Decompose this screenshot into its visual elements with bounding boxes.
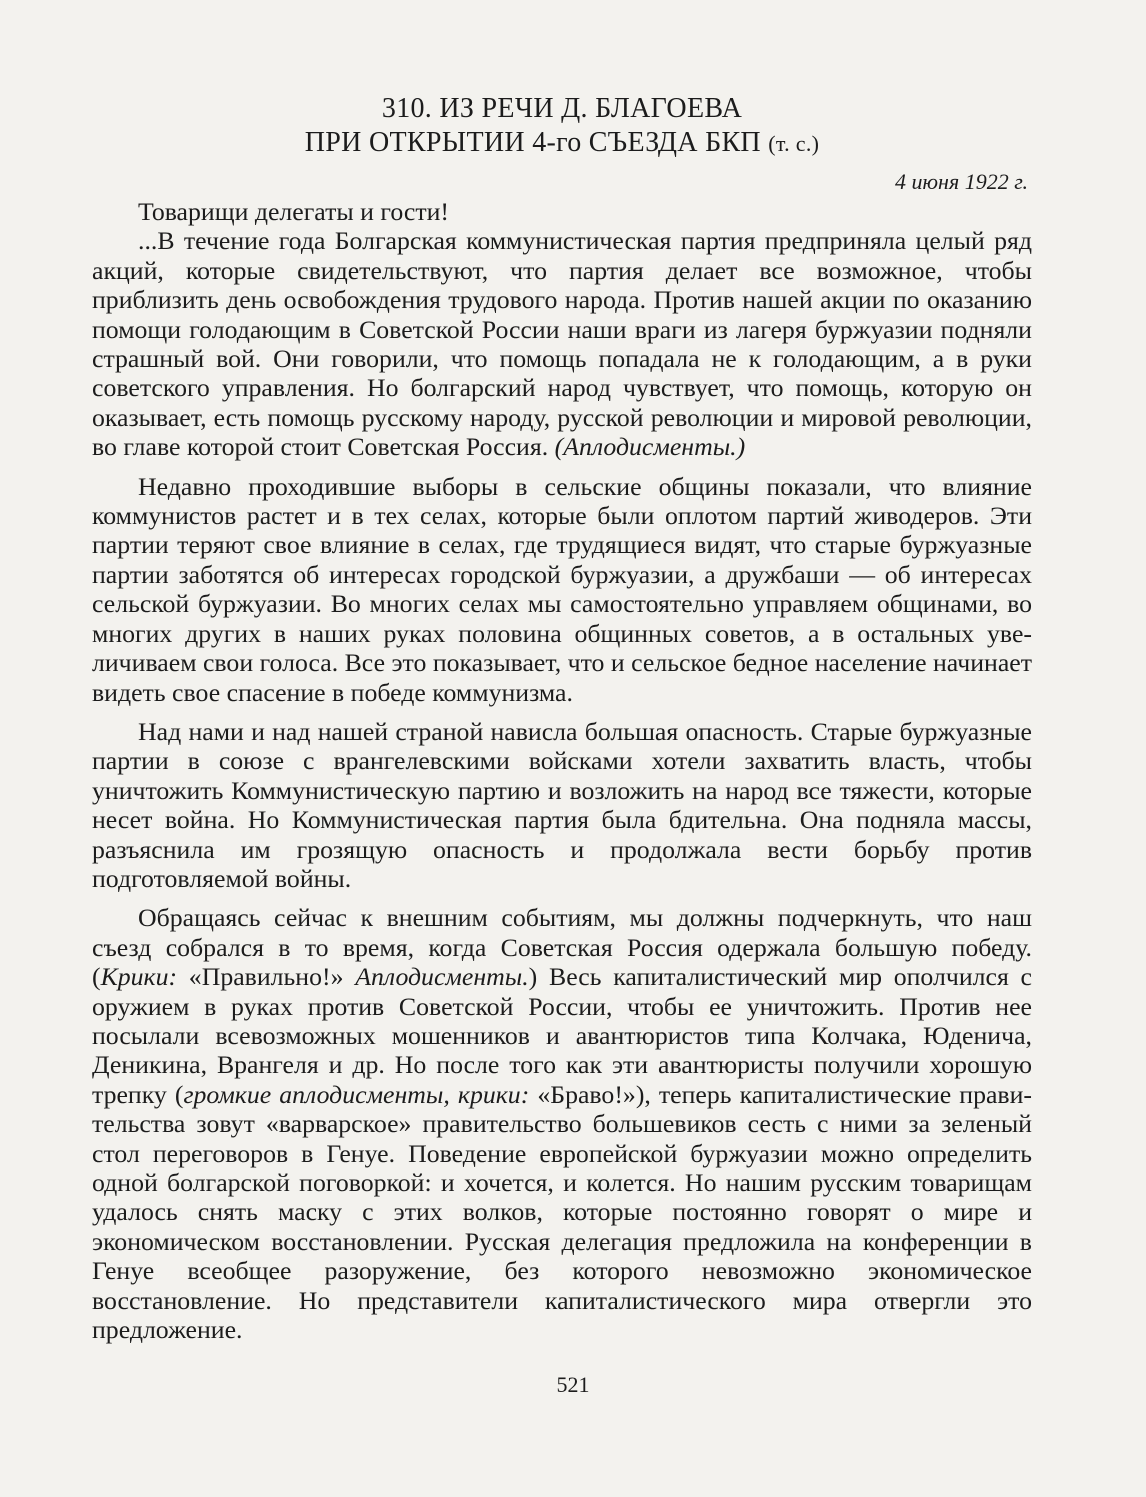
title-line-1: 310. ИЗ РЕЧИ Д. БЛАГОЕВА [381, 93, 743, 124]
title-suffix: (т. с.) [768, 131, 820, 156]
loud-applause-remark: громкие аплодисменты, крики: [183, 1079, 530, 1109]
paragraph-2: Недавно проходившие выборы в сельские общины показали, что влияние коммунистов растет и в тех селах, которые были оплотом партий живодеров. Эти партии теряют свое влияние в селах, где трудящиеся видят, что старые буржуазные партии заботятся об интересах городской буржуазии, а дружбаши — об интересах сельской буржуазии. Во многих селах мы самостоятельно управляем общинами, во многих других в наших руках половина общинных советов, а в остальных увеличиваем свои голоса. Все это показывает, что и сельское бедное население начинает видеть свое спасение в победе коммунизма. [92, 471, 1032, 707]
title-line-2: ПРИ ОТКРЫТИИ 4-го СЪЕЗДА БКП [304, 127, 761, 158]
document-page [92, 92, 1032, 1344]
paragraph-1 [92, 226, 1032, 461]
paragraph-4 [92, 903, 1032, 1344]
speech-date: 4 июня 1922 г. [895, 169, 1028, 194]
quote-right: «Правильно!» [177, 962, 356, 992]
paragraph-3: Над нами и над нашей страной нависла большая опасность. Старые буржуазные партии в союзе с врангелевскими войсками хотели захватить власть, чтобы уничтожить Коммунистическую партию и возложить на народ все тяжести, которые несет война. Но Коммунистическая партия была бдительна. Она подняла массы, разъяснила им грозящую опасность и продолжала вести борьбу против подготовляемой войны. [92, 716, 1032, 893]
document-title [92, 92, 1032, 161]
cries-remark: Крики: [100, 962, 178, 992]
paragraph-1-text: ...В течение года Болгарская коммунистическая партия предприняла целый ряд акций, которые свидетельствуют, что партия делает все возможное, чтобы приблизить день освобождения трудового народа. Против нашей акции по оказанию помощи голодающим в Советской России наши враги из лагеря буржуазии подняли страшный вой. Они говорили, что помощь попадала не к голодающим, а в руки советского управления. Но болгарский народ чувствует, что помощь, которую он оказывает, есть помощь русскому народу, русской революции и мировой революции, во главе которой стоит Советская Россия. [92, 226, 1032, 462]
applause-remark-2: Аплодисменты. [355, 962, 529, 992]
paragraph-4-part-b: ) Весь капиталистический мир ополчился с оружием в руках против Советской России, чтобы ее уничтожить. Против нее посылали всевозможных мошенников и авантюристов типа Колчака, Юденича, Деникина, Врангеля и др. Но после того как эти авантюристы получили хорошую трепку ( [92, 962, 1032, 1109]
applause-remark: (Аплодисменты.) [554, 432, 746, 462]
paragraph-4-part-a: Обращаясь сейчас к внешним событиям, мы должны подчеркнуть, что наш съезд собрался в то время, когда Советская Россия одержала большую победу. ( [92, 903, 1032, 992]
paragraph-4-part-c: ), теперь капиталистические правительства зовут «варварское» правительство большевиков сесть с ними за зеленый стол переговоров в Генуе. Поведение европейской буржуазии можно определить одной болгарской поговоркой: и хочется, и колется. Но нашим русским товарищам удалось снять маску с этих волков, которые постоянно говорят о мире и экономическом восстановлении. Русская делегация предложила на конференции в Генуе всеобщее разоружение, без которого невозможно экономическое восстановление. Но представители капиталистического мира отвергли это предложение. [92, 1079, 1033, 1345]
quote-bravo: «Браво!» [529, 1079, 636, 1109]
greeting: Товарищи делегаты и гости! [138, 197, 449, 226]
page-number: 521 [556, 1372, 590, 1397]
